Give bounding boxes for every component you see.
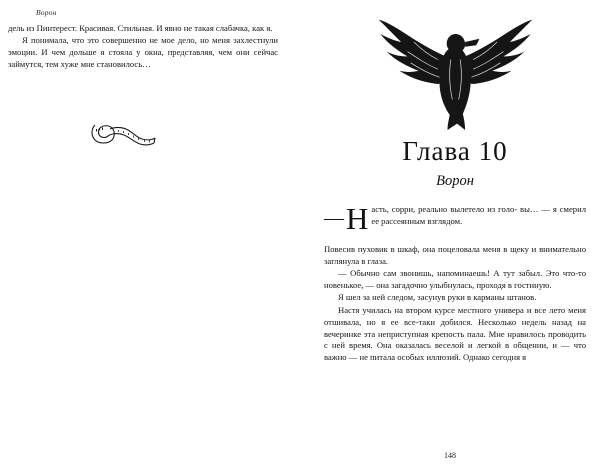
drop-cap: Н bbox=[346, 201, 369, 236]
opening-continuation: вы… — я смерил ее рассеянным взглядом. bbox=[371, 204, 586, 226]
paragraph: Я понимала, что это совершенно не мое дело, но меня захлестнули эмоции. И чем дольше я стояла у окна, представляя, чем они сейчас займутся, тем хуже мне становилось… bbox=[8, 35, 278, 70]
right-page-body bbox=[324, 244, 586, 364]
running-head-left: Ворон bbox=[36, 8, 57, 17]
paragraph: дель из Пинтерест. Красивая. Стильная. И явно не такая слабачка, как я. bbox=[8, 23, 273, 33]
paragraph: Настя училась на втором курсе местного универа и все лето меня отшивала, но я ее все-таки добился. Несколько недель назад на вечеринке эта неприступная крепость пала. Мне нравилось проводить с ней время. Она оказалась веселой и легкой в общении, и — что важно — не питала особых иллюзий. Однако сегодня я bbox=[324, 304, 586, 363]
em-dash: — bbox=[324, 207, 344, 229]
left-page-body bbox=[8, 23, 278, 71]
chapter-title: Глава 10 bbox=[402, 136, 508, 166]
paragraph: — Обычно сам звонишь, напоминаешь! А тут забыл. Это что-то новенькое, — она загадочно улыбнулась, проходя в гостиную. bbox=[324, 268, 586, 291]
page-number: 148 bbox=[444, 451, 456, 460]
paragraph: Я шел за ней следом, засунув руки в карманы штанов. bbox=[338, 292, 537, 303]
raven-illustration bbox=[324, 10, 586, 126]
chapter-subtitle: Ворон bbox=[436, 173, 474, 189]
right-page bbox=[300, 0, 600, 466]
opening-first-line: асть, сорри, реально вылетело из голо- bbox=[371, 204, 518, 214]
opening-paragraph bbox=[324, 201, 586, 244]
measuring-tape-icon bbox=[88, 118, 158, 152]
paragraph: Повесив пуховик в шкаф, она поцеловала меня в щеку и внимательно заглянула в глаза. bbox=[324, 244, 586, 266]
